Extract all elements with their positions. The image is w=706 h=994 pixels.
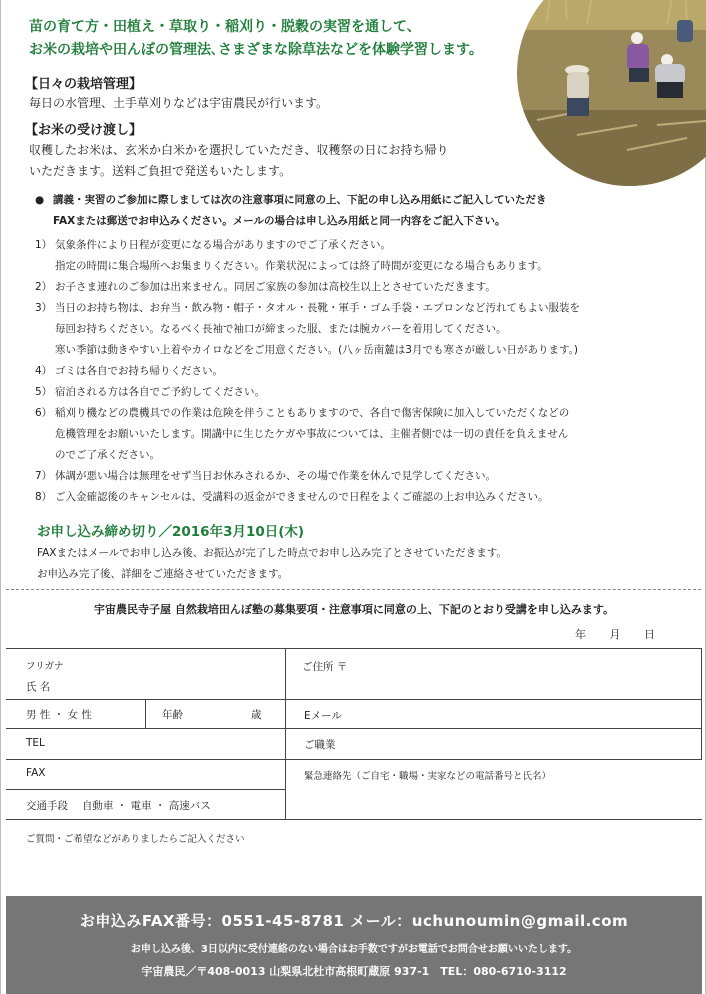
rice-field-illustration [517, 0, 706, 186]
note-item-3: 3） 当日のお持ち物は、お弁当・飲み物・帽子・タオル・長靴・軍手・ゴム手袋・エプロンなど汚れてもよい服装を [35, 302, 580, 314]
emergency-contact-field[interactable]: 緊急連絡先（ご自宅・職場・実家などの電話番号と氏名） [304, 771, 552, 782]
occupation-field[interactable]: ご職業 [304, 739, 336, 751]
email-field[interactable]: Eメール [304, 710, 342, 722]
note-item-6: 6） 稲刈り機などの農機具での作業は危険を伴うこともありますので、各自で傷害保険に加入していただくなどの [35, 407, 570, 419]
headline-line-2: お米の栽培や田んぼの管理法､さまざまな除草法などを体験学習します。 [29, 42, 483, 58]
deadline-title: お申し込み締め切り／2016年3月10日(木) [37, 524, 305, 540]
application-title: 宇宙農民寺子屋 自然栽培田んぼ塾の募集要項・注意事項に同意の上、下記のとおり受講を申し込みます。 [94, 603, 614, 616]
note-item-7: 7） 体調が悪い場合は無理をせず当日お休みされるか、その場で作業を休んで見学してください。 [35, 470, 496, 482]
gender-field[interactable]: 男 性 ・ 女 性 [26, 709, 92, 721]
name-field[interactable]: 氏 名 [26, 681, 51, 693]
note-item-4: 4） ゴミは各自でお持ち帰りください。 [35, 365, 223, 377]
note-item-3-line-2: 毎回お持ちください。なるべく長袖で袖口が締まった服、または腕カバーを着用してください。 [55, 323, 507, 335]
cultivation-heading: 【日々の栽培管理】 [25, 77, 143, 92]
application-form [6, 648, 702, 896]
cut-line [6, 589, 701, 590]
transport-field[interactable]: 交通手段 自動車 ・ 電車 ・ 高速バス [26, 800, 211, 812]
furigana-label: フリガナ [26, 661, 64, 672]
application-date[interactable]: 年 月 日 [575, 628, 655, 641]
footer-address: 宇宙農民／〒408-0013 山梨県北杜市高根町蔵原 937-1 TEL：080-6710-3112 [141, 965, 567, 978]
note-item-6-line-3: のでご了承ください。 [55, 449, 160, 461]
age-field[interactable]: 年齢 [162, 709, 183, 721]
cultivation-body: 毎日の水管理、土手草刈りなどは宇宙農民が行います。 [29, 96, 329, 110]
headline-line-1: 苗の育て方・田植え・草取り・稲刈り・脱穀の実習を通して、 [29, 19, 421, 35]
bullet-icon: ● [35, 194, 45, 206]
deadline-note-1: FAXまたはメールでお申し込み後、お振込が完了した時点でお申し込み完了とさせていただきます。 [37, 547, 507, 559]
note-item-5: 5） 宿泊される方は各自でご予約してください。 [35, 386, 265, 398]
delivery-line-2: いただきます。送料ご負担で発送もいたします。 [29, 164, 292, 178]
footer-notice: お申し込み後、3日以内に受付連絡のない場合はお手数ですがお電話でお問合せお願いいたします。 [130, 944, 578, 955]
note-item-1: 1） 気象条件により日程が変更になる場合がありますのでご了承ください。 [35, 239, 391, 251]
delivery-heading: 【お米の受け渡し】 [25, 123, 143, 138]
rice-field-photo [517, 0, 706, 186]
notes-intro-1: ● 講義・実習のご参加に際しましては次の注意事項に同意の上、下記の申し込み用紙にご記入していただき [35, 194, 547, 206]
deadline-note-2: お申込み完了後、詳細をご連絡させていただきます。 [37, 568, 289, 580]
headline [29, 16, 529, 62]
address-field[interactable]: ご住所 〒 [302, 661, 348, 673]
age-unit-label: 歳 [251, 709, 262, 721]
notes-intro-2: FAXまたは郵送でお申込みください。メールの場合は申し込み用紙と同一内容をご記入下さい。 [53, 215, 506, 227]
note-item-6-line-2: 危機管理をお願いいたします。開講中に生じたケガや事故については、主催者側では一切の責任を負えません [55, 428, 569, 440]
tel-field[interactable]: TEL [26, 737, 45, 749]
note-item-2: 2） お子さま連れのご参加は出来ません。同居ご家族の参加は高校生以上とさせていただきます。 [35, 281, 496, 293]
fax-field[interactable]: FAX [26, 767, 46, 779]
note-item-3-line-3: 寒い季節は動きやすい上着やカイロなどをご用意ください。(八ヶ岳南麓は3月でも寒さが厳しい日があります。) [55, 344, 578, 356]
delivery-line-1: 収穫したお米は、玄米か白米かを選択していただき、収穫祭の日にお持ち帰り [29, 143, 449, 157]
footer-contact: お申込みFAX番号：0551-45-8781 メール：uchunoumin@gmail.com [79, 912, 629, 930]
delivery-body [29, 140, 449, 182]
questions-field[interactable]: ご質問・ご希望などがありましたらご記入ください [26, 834, 245, 845]
note-item-8: 8） ご入金確認後のキャンセルは、受講料の返金ができませんので日程をよくご確認の上お申込みください。 [35, 491, 549, 503]
note-item-1-line-2: 指定の時間に集合場所へお集まりください。作業状況によっては終了時間が変更になる場合もあります。 [55, 260, 548, 272]
footer-banner [6, 896, 702, 994]
